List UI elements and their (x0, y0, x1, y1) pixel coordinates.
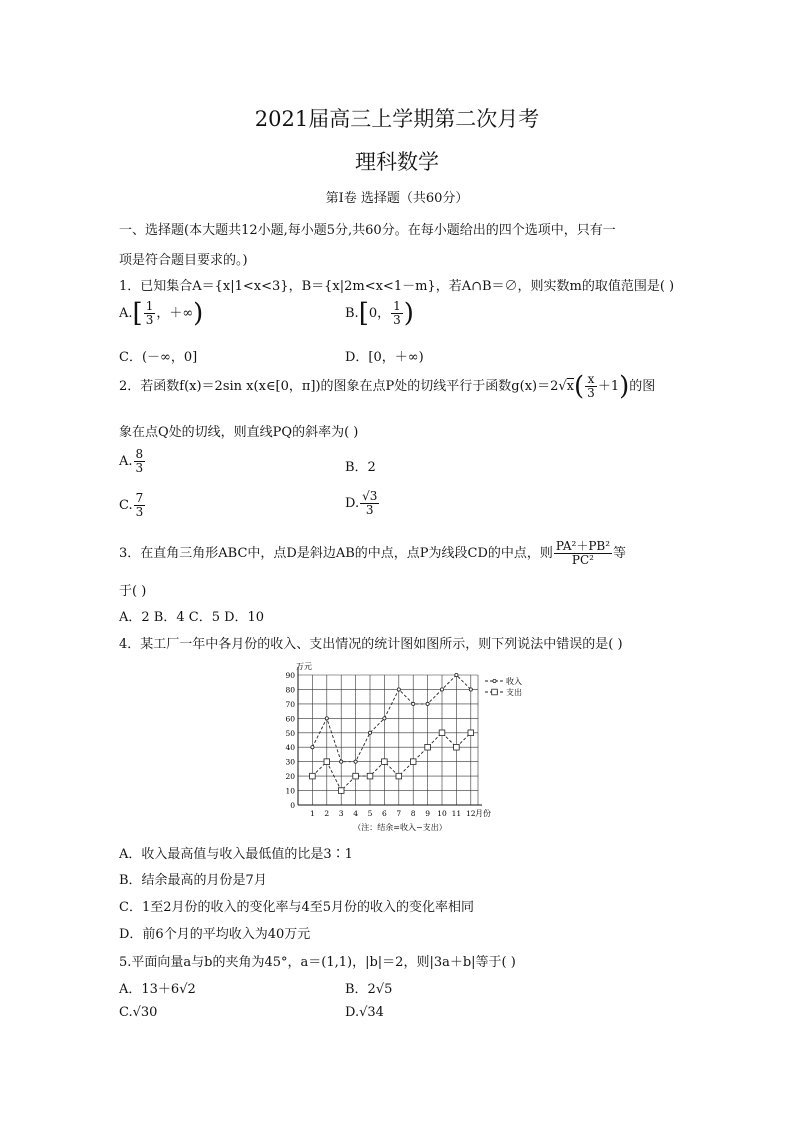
x-tick-label: 3 (338, 809, 344, 818)
q4-option-d: D．前6个月的平均收入为40万元 (119, 927, 311, 942)
q5-stem: 5.平面向量a与b的夹角为45°，a＝(1,1)，|b|＝2，则|3a＋b|等于( ) (119, 955, 516, 970)
legend-marker-circle (493, 679, 496, 682)
denominator: PC² (571, 553, 594, 567)
data-point-income (440, 688, 443, 691)
q2-option-b: B．2 (345, 460, 376, 475)
x-tick-label: 2 (324, 809, 330, 818)
numerator: 1 (393, 299, 401, 313)
q1-option-b-fraction (391, 300, 403, 327)
q4-stem: 4．某工厂一年中各月份的收入、支出情况的统计图如图所示，则下列说法中错误的是( ) (119, 637, 623, 652)
q5-option-b: B．2√5 (345, 982, 393, 997)
denominator: 3 (587, 386, 595, 400)
q3-stem: 3．在直角三角形ABC中，点D是斜边AB的中点，点P为线段CD的中点，则 (119, 546, 553, 561)
chart-grid (298, 675, 478, 805)
data-point-expense (468, 730, 474, 736)
sqrt-sign: √ (558, 379, 567, 394)
denominator: 3 (365, 503, 374, 517)
chart-xlabel: 月份 (475, 809, 491, 818)
x-tick-label: 1 (310, 809, 315, 818)
q2-option-c (119, 492, 146, 519)
x-tick-label: 6 (382, 809, 387, 818)
q2-fraction (585, 373, 597, 400)
chart-legend (485, 676, 522, 697)
y-tick-label: 40 (285, 743, 295, 753)
data-point-income (412, 702, 415, 705)
x-tick-label: 11 (451, 809, 462, 818)
denominator: 3 (135, 461, 144, 475)
data-point-expense (353, 773, 359, 779)
q5-option-a: A．13＋6√2 (119, 982, 196, 997)
numerator: 1 (145, 299, 154, 313)
data-point-expense (310, 773, 316, 779)
q1-option-a-fraction (144, 300, 156, 327)
q2-sqrt-radicand: x (566, 379, 575, 394)
x-tick-label: 12 (466, 809, 476, 818)
x-tick-label: 5 (367, 809, 373, 818)
q2-stem-line-2: 象在点Q处的切线，则直线PQ的斜率为( ) (119, 425, 359, 440)
q2-option-c-fraction (134, 492, 146, 519)
q1-option-c: C．(－∞，0] (119, 350, 198, 365)
left-bracket: [ (132, 298, 143, 329)
x-tick-label: 8 (410, 809, 416, 818)
q3-fraction (554, 540, 612, 567)
x-tick-label: 4 (353, 809, 358, 818)
q1-option-b-label: B. (345, 306, 359, 321)
right-paren: ) (193, 298, 204, 329)
data-point-income (469, 688, 472, 691)
q4-option-a: A．收入最高值与收入最低值的比是3∶1 (119, 847, 353, 862)
q1-option-b (345, 300, 414, 327)
q2-stem-b: ＋1 (597, 379, 620, 394)
data-point-income (368, 731, 371, 734)
data-point-expense (425, 744, 431, 750)
x-tick-label: 7 (396, 809, 402, 818)
q2-stem-a: 2．若函数f(x)＝2sin x(x∈[0，π])的图象在点P处的切线平行于函数g(x)＝2 (119, 379, 559, 394)
data-point-income (397, 688, 400, 691)
q2-option-a-label: A. (119, 454, 133, 469)
data-point-income (311, 746, 314, 749)
q2-option-c-label: C. (119, 498, 133, 513)
q1-option-a-label: A. (119, 306, 133, 321)
q2-option-a-fraction (134, 448, 146, 475)
instructions-line-2: 项是符合题目要求的。) (119, 253, 248, 268)
denominator: 3 (135, 505, 144, 519)
q2-option-d-label: D. (345, 496, 360, 511)
q1-option-b-head: 0， (368, 306, 391, 321)
denominator: 3 (145, 313, 154, 327)
numerator: x (585, 373, 597, 387)
x-tick-label: 9 (425, 809, 430, 818)
data-point-income (354, 760, 357, 763)
numerator: √3 (362, 489, 378, 503)
numerator: 7 (135, 491, 144, 505)
q1-option-d: D．[0，＋∞) (345, 350, 424, 365)
left-bracket: [ (358, 298, 369, 329)
y-tick-label: 90 (285, 671, 295, 680)
y-tick-label: 30 (285, 757, 295, 767)
q2-stem-c: 的图 (629, 379, 656, 394)
data-point-income (325, 717, 328, 720)
chart-ylabel: 万元 (296, 662, 312, 671)
paper-title: 2021届高三上学期第二次月考 (254, 107, 540, 131)
y-tick-label: 70 (285, 699, 295, 709)
instructions-line-1: 一、选择题(本大题共12小题,每小题5分,共60分。在每小题给出的四个选项中，只有一 (119, 223, 616, 238)
x-tick-label: 10 (437, 809, 447, 818)
y-tick-label: 80 (285, 685, 295, 695)
chart-note: （注：结余=收入−支出） (353, 823, 447, 832)
numerator: PA²＋PB² (555, 539, 611, 553)
section-heading: 第Ⅰ卷 选择题（共60分） (325, 191, 469, 206)
denominator: 3 (393, 313, 401, 327)
y-tick-label: 60 (285, 714, 295, 724)
data-point-expense (367, 773, 373, 779)
q5-option-c: C.√30 (119, 1005, 158, 1020)
q1-stem: 1．已知集合A＝{x|1<x<3}，B＝{x|2m<x<1－m}，若A∩B＝∅，则实数m的取值范围是( ) (119, 279, 675, 294)
data-point-expense (338, 788, 344, 794)
q3-stem-line-2: 于( ) (119, 584, 147, 599)
y-tick-label: 0 (290, 801, 295, 810)
q3-stem-end: 等 (613, 546, 627, 561)
chart-series (310, 673, 474, 793)
legend-label: 收入 (506, 677, 522, 686)
left-paren: ( (574, 371, 585, 402)
q2-option-d (345, 490, 380, 517)
legend-label: 支出 (506, 688, 522, 697)
data-point-expense (454, 744, 460, 750)
y-tick-label: 50 (285, 728, 295, 738)
q2-stem-line-1 (119, 373, 655, 400)
y-tick-label: 20 (285, 772, 295, 782)
right-paren: ) (403, 298, 414, 329)
data-point-expense (324, 759, 330, 765)
q5-option-d: D.√34 (345, 1005, 384, 1020)
q4-option-c: C．1至2月份的收入的变化率与4至5月份的收入的变化率相同 (119, 900, 475, 915)
legend-marker-square (492, 689, 498, 695)
data-point-income (340, 760, 343, 763)
q1-option-a-tail: ，＋∞ (156, 306, 194, 321)
numerator: 8 (135, 447, 144, 461)
data-point-income (455, 673, 458, 676)
q4-option-b: B．结余最高的月份是7月 (119, 873, 267, 888)
data-point-expense (382, 759, 388, 765)
q2-option-a (119, 448, 146, 475)
data-point-expense (439, 730, 445, 736)
q3-options: A．2 B．4 C．5 D．10 (119, 610, 265, 625)
data-point-expense (396, 773, 402, 779)
q3-stem-line-1 (119, 540, 626, 567)
income-expense-chart (282, 658, 522, 836)
data-point-income (426, 702, 429, 705)
q2-option-d-fraction (360, 490, 379, 517)
q1-option-a (119, 300, 203, 327)
paper-subtitle: 理科数学 (355, 150, 439, 174)
right-paren: ) (619, 371, 630, 402)
y-tick-label: 10 (285, 786, 295, 796)
data-point-income (383, 717, 386, 720)
data-point-expense (410, 759, 416, 765)
